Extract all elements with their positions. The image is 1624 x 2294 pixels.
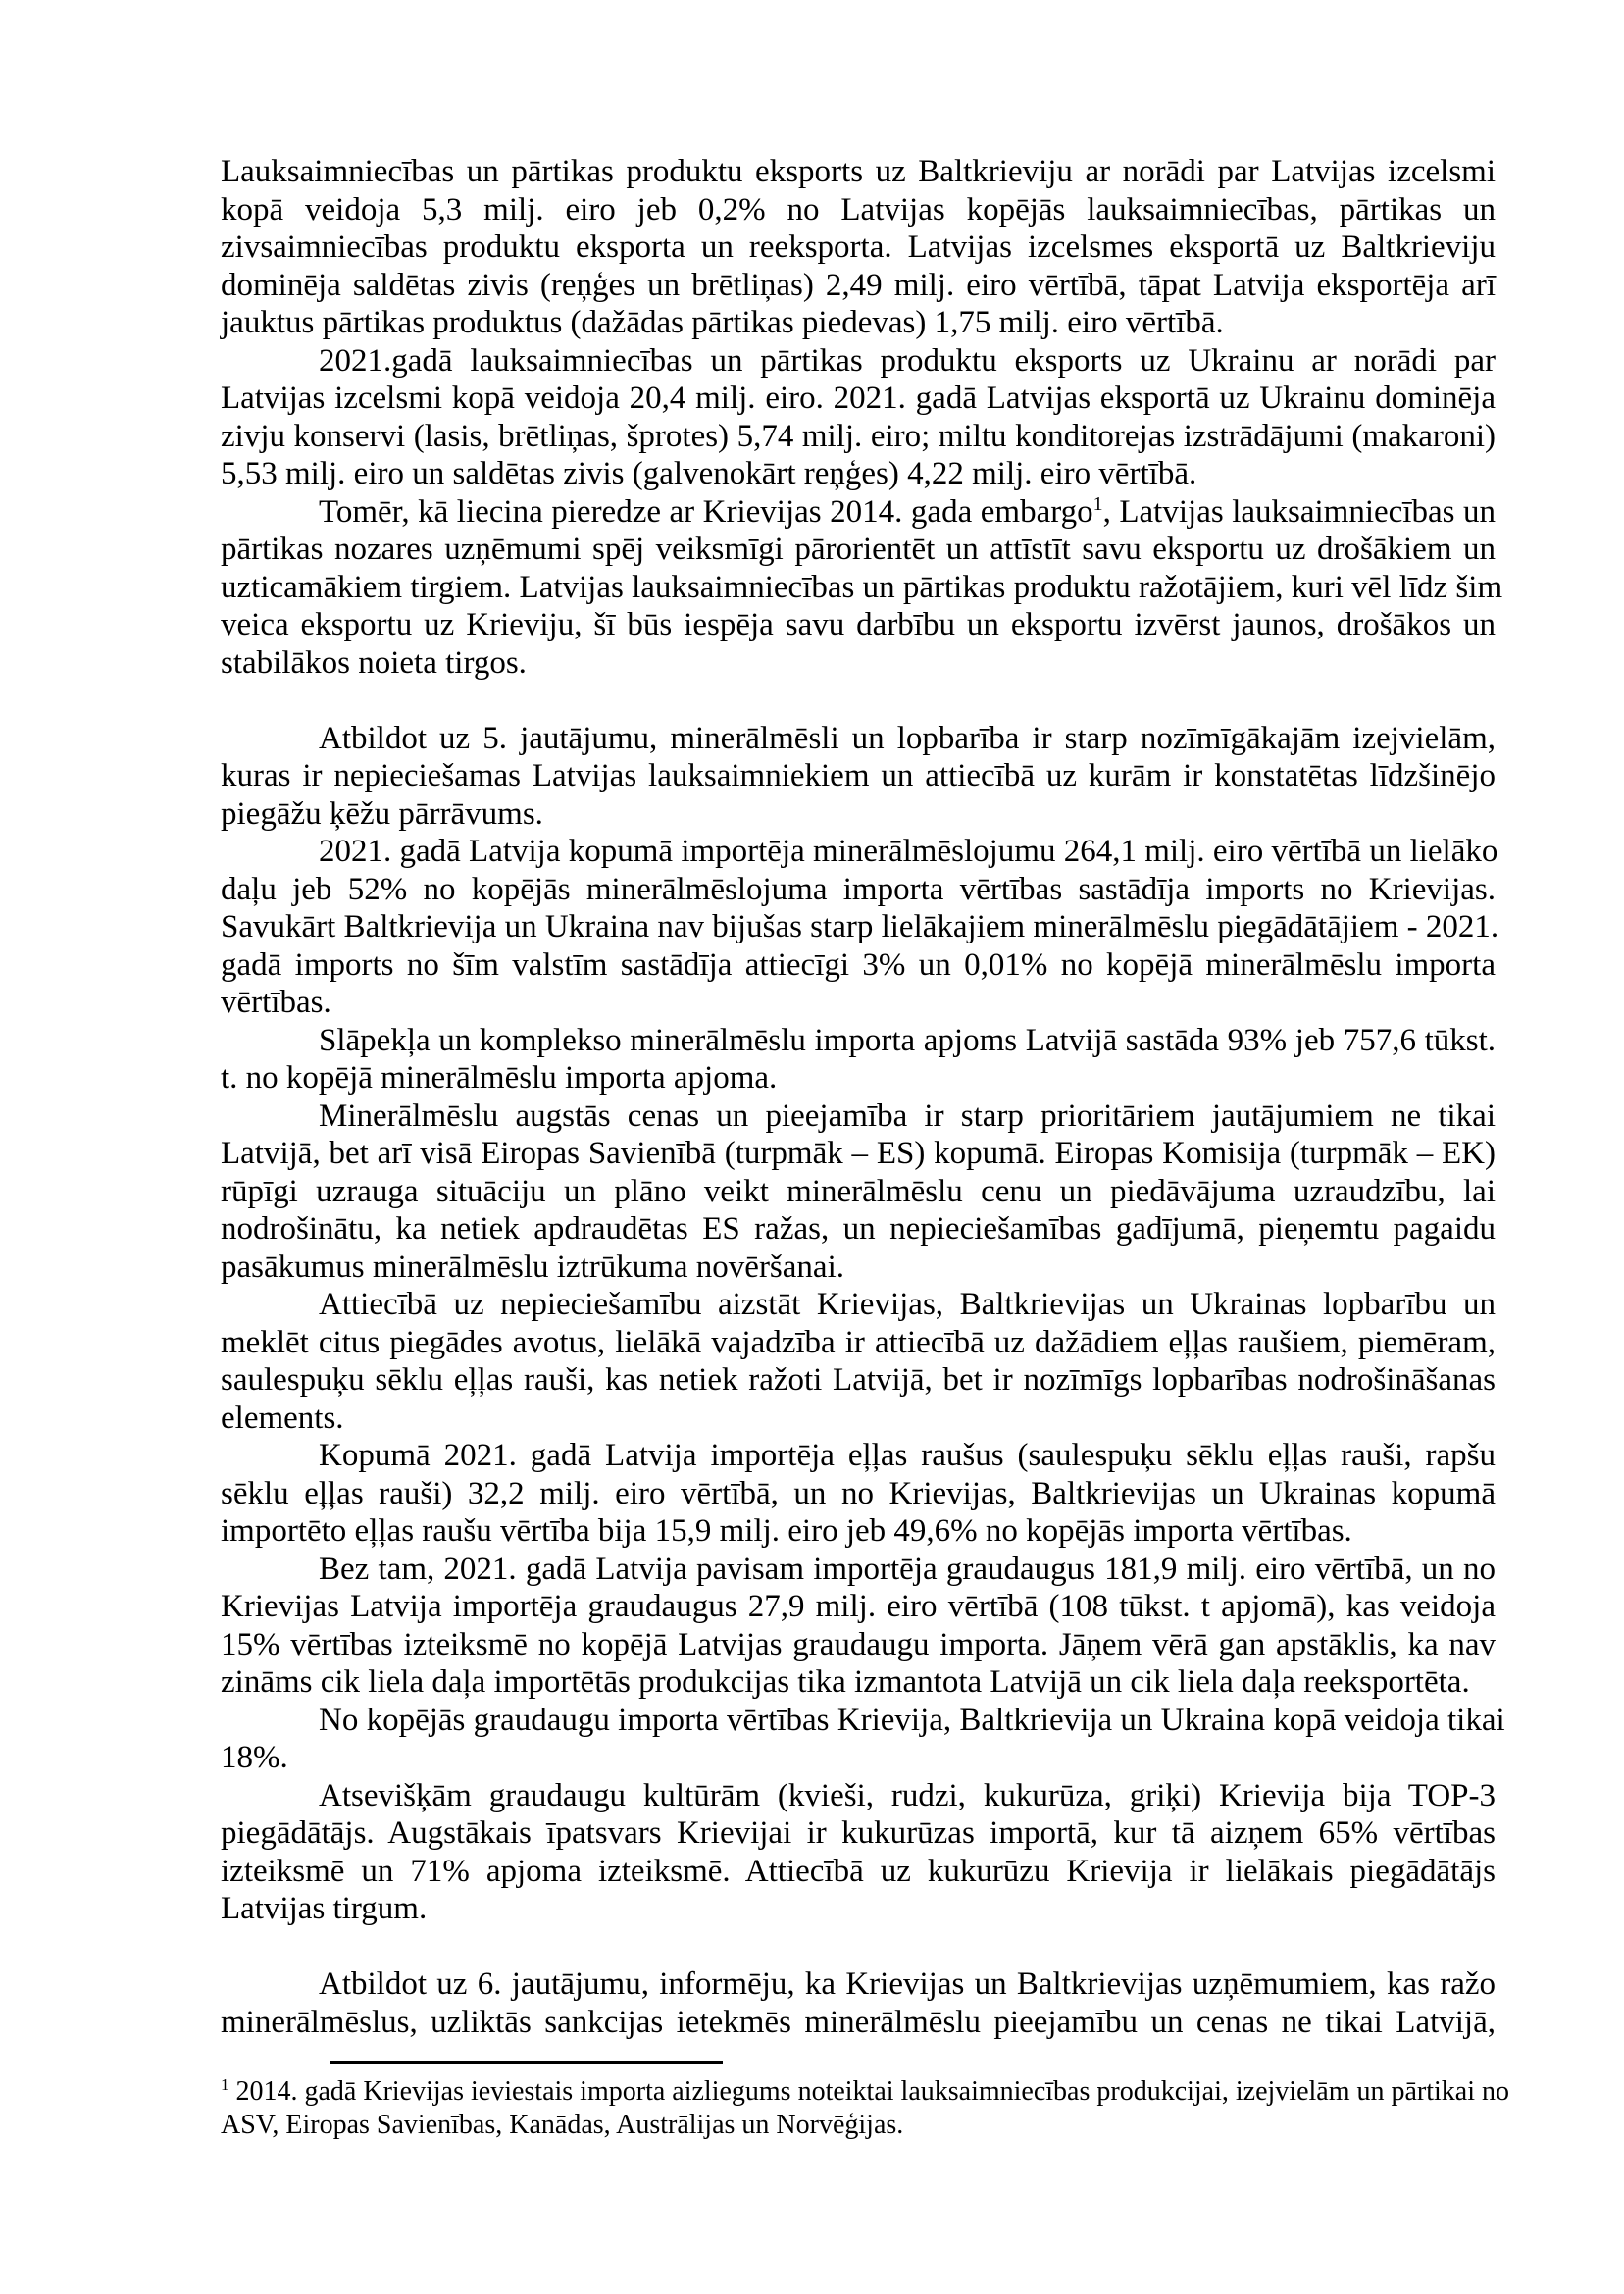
text-line: 15% vērtības izteiksmē no kopējā Latvijas graudaugu importa. Jāņem vērā gan apstāklis, ka nav — [221, 1626, 1496, 1662]
document-body — [221, 153, 1505, 2041]
paragraph — [221, 1551, 1496, 1702]
text-line: 5,53 milj. eiro un saldētas zivis (galvenokārt reņģes) 4,22 milj. eiro vērtībā. — [221, 456, 1197, 491]
paragraph — [221, 342, 1496, 493]
text-line: saulespuķu sēklu eļļas rauši, kas netiek ražoti Latvijā, bet ir nozīmīgs lopbarības nodrošināšanas — [221, 1362, 1496, 1398]
text-line: Latvijas izcelsmi kopā veidoja 20,4 milj. eiro. 2021. gadā Latvijas eksportā uz Ukrainu dominēja — [221, 381, 1496, 416]
text-line: rūpīgi uzrauga situāciju un plāno veikt minerālmēslu cenu un piedāvājuma uzraudzību, lai — [221, 1173, 1496, 1209]
text-line: stabilākos noieta tirgos. — [221, 644, 527, 681]
footnote-reference[interactable]: 1 — [1092, 492, 1103, 515]
text-line: Atbildot uz 6. jautājumu, informēju, ka Krievijas un Baltkrievijas uzņēmumiem, kas ražo — [319, 1966, 1496, 2002]
text-line: minerālmēslus, uzliktās sankcijas ietekmēs minerālmēslu pieejamību un cenas ne tikai Latvijā, — [221, 2004, 1496, 2040]
text-line: importēto eļļas raušu vērtība bija 15,9 milj. eiro jeb 49,6% no kopējās importa vērtības. — [221, 1513, 1352, 1549]
text-line: 2021. gadā Latvija kopumā importēja minerālmēslojumu 264,1 milj. eiro vērtībā un lielāko — [319, 834, 1498, 869]
text-line: daļu jeb 52% no kopējās minerālmēslojuma importa vērtības sastādīja imports no Krievijas. — [221, 871, 1496, 907]
text-line: Minerālmēslu augstās cenas un pieejamība ir starp prioritāriem jautājumiem ne tikai — [319, 1097, 1496, 1134]
paragraph — [221, 1022, 1496, 1097]
text-line: meklēt citus piegādes avotus, lielākā vajadzība ir attiecībā uz dažādiem eļļas raušiem, piemēram, — [221, 1324, 1496, 1360]
text-line: sēklu eļļas rauši) 32,2 milj. eiro vērtībā, un no Krievijas, Baltkrievijas un Ukrainas kopumā — [221, 1475, 1496, 1511]
text-line: uzticamākiem tirgiem. Latvijas lauksaimniecības un pārtikas produktu ražotājiem, kuri vēl līdz šim — [221, 569, 1503, 605]
blank-line — [221, 682, 1496, 720]
text-line: elements. — [221, 1400, 344, 1436]
text-line: 18%. — [221, 1740, 288, 1775]
footnote-text: ASV, Eiropas Savienības, Kanādas, Austrālijas un Norvēģijas. — [221, 2110, 904, 2140]
text-line: kopā veidoja 5,3 milj. eiro jeb 0,2% no Latvijas kopējās lauksaimniecības, pārtikas un — [221, 191, 1496, 228]
text-line: Kopumā 2021. gadā Latvija importēja eļļas raušus (saulespuķu sēklu eļļas rauši, rapšu — [319, 1438, 1496, 1473]
footnote-line — [221, 2109, 1496, 2142]
text-line: Atsevišķām graudaugu kultūrām (kvieši, rudzi, kukurūza, griķi) Krievija bija TOP-3 — [319, 1777, 1496, 1813]
text-line: dominēja saldētas zivis (reņģes un brētliņas) 2,49 milj. eiro vērtībā, tāpat Latvija eksportēja arī — [221, 267, 1496, 303]
paragraph — [221, 492, 1503, 683]
text-line: Savukārt Baltkrievija un Ukraina nav bijušas starp lielākajiem minerālmēslu piegādātājiem - 2021. — [221, 909, 1499, 944]
text-line: kuras ir nepieciešamas Latvijas lauksaimniekiem un attiecībā uz kurām ir konstatētas līdzšinējo — [221, 758, 1496, 793]
text-segment: , Latvijas lauksaimniecības un — [1102, 493, 1496, 530]
paragraph — [221, 153, 1496, 342]
text-line: Latvijas tirgum. — [221, 1891, 428, 1926]
text-line: piegāžu ķēžu pārrāvums. — [221, 795, 543, 832]
text-line: nodrošinātu, ka netiek apdraudētas ES ražas, un nepieciešamības gadījumā, pieņemtu pagaidu — [221, 1211, 1496, 1247]
paragraph — [221, 1286, 1496, 1437]
text-line: jauktus pārtikas produktus (dažādas pārtikas piedevas) 1,75 milj. eiro vērtībā. — [221, 305, 1224, 340]
text-line: veica eksportu uz Krieviju, šī būs iespēja savu darbību un eksportu izvērst jaunos, drošākos un — [221, 607, 1496, 642]
paragraph — [221, 720, 1496, 834]
footnote — [221, 2075, 1510, 2142]
paragraph — [221, 1702, 1505, 1777]
text-line: Lauksaimniecības un pārtikas produktu eksports uz Baltkrieviju ar norādi par Latvijas izcelsmi — [221, 154, 1496, 189]
paragraph — [221, 1437, 1496, 1551]
text-line: vērtības. — [221, 985, 331, 1020]
text-line: pasākumus minerālmēslu iztrūkuma novēršanai. — [221, 1249, 844, 1285]
footnote-line — [221, 2075, 1510, 2109]
paragraph — [221, 833, 1499, 1022]
text-line: Bez tam, 2021. gadā Latvija pavisam importēja graudaugus 181,9 milj. eiro vērtībā, un no — [319, 1551, 1496, 1587]
text-line: pārtikas nozares uzņēmumi spēj veiksmīgi pārorientēt un attīstīt savu eksportu uz drošākiem un — [221, 532, 1496, 567]
paragraph — [221, 1097, 1496, 1287]
text-line: 2021.gadā lauksaimniecības un pārtikas produktu eksports uz Ukrainu ar norādi par — [319, 342, 1496, 379]
text-line: zināms cik liela daļa importētās produkcijas tika izmantota Latvijā un cik liela daļa reeksportēta. — [221, 1664, 1470, 1700]
footnote-separator — [330, 2061, 723, 2064]
text-line: zivju konservi (lasis, brētliņas, šprotes) 5,74 milj. eiro; miltu konditorejas izstrādājumi (makaroni) — [221, 418, 1496, 454]
text-line: izteiksmē un 71% apjoma izteiksmē. Attiecībā uz kukurūzu Krievija ir lielākais piegādātājs — [221, 1853, 1496, 1889]
text-line: Slāpekļa un komplekso minerālmēslu importa apjoms Latvijā sastāda 93% jeb 757,6 tūkst. — [319, 1022, 1496, 1058]
footnote-text: 2014. gadā Krievijas ieviestais importa aizliegums noteiktai lauksaimniecības produkcijai, izejvielām un pārtikai no — [228, 2076, 1510, 2107]
text-line: piegādātājs. Augstākais īpatsvars Krievijai ir kukurūzas importā, kur tā aizņem 65% vērtības — [221, 1815, 1496, 1851]
text-line: No kopējās graudaugu importa vērtības Krievija, Baltkrievija un Ukraina kopā veidoja tikai — [319, 1702, 1505, 1738]
paragraph — [221, 1777, 1496, 1928]
text-line: t. no kopējā minerālmēslu importa apjoma. — [221, 1060, 778, 1096]
text-line: zivsaimniecības produktu eksporta un reeksporta. Latvijas izcelsmes eksportā uz Baltkrieviju — [221, 229, 1496, 265]
text-line: Latvijā, bet arī visā Eiropas Savienībā (turpmāk – ES) kopumā. Eiropas Komisija (turpmāk – EK) — [221, 1136, 1496, 1171]
blank-line — [221, 1928, 1496, 1966]
paragraph — [221, 1965, 1496, 2041]
text-line: Atbildot uz 5. jautājumu, minerālmēsli un lopbarība ir starp nozīmīgākajām izejvielām, — [319, 720, 1496, 756]
text-line: gadā imports no šīm valstīm sastādīja attiecīgi 3% un 0,01% no kopējā minerālmēslu importa — [221, 946, 1496, 983]
text-segment: Tomēr, kā liecina pieredze ar Krievijas 2014. gada embargo — [319, 493, 1093, 530]
text-line: Krievijas Latvija importēja graudaugus 27,9 milj. eiro vērtībā (108 tūkst. t apjomā), kas veidoja — [221, 1589, 1496, 1624]
text-line — [221, 493, 1496, 532]
text-line: Attiecībā uz nepieciešamību aizstāt Krievijas, Baltkrievijas un Ukrainas lopbarību un — [319, 1287, 1496, 1322]
footnote-marker: 1 — [221, 2075, 229, 2094]
